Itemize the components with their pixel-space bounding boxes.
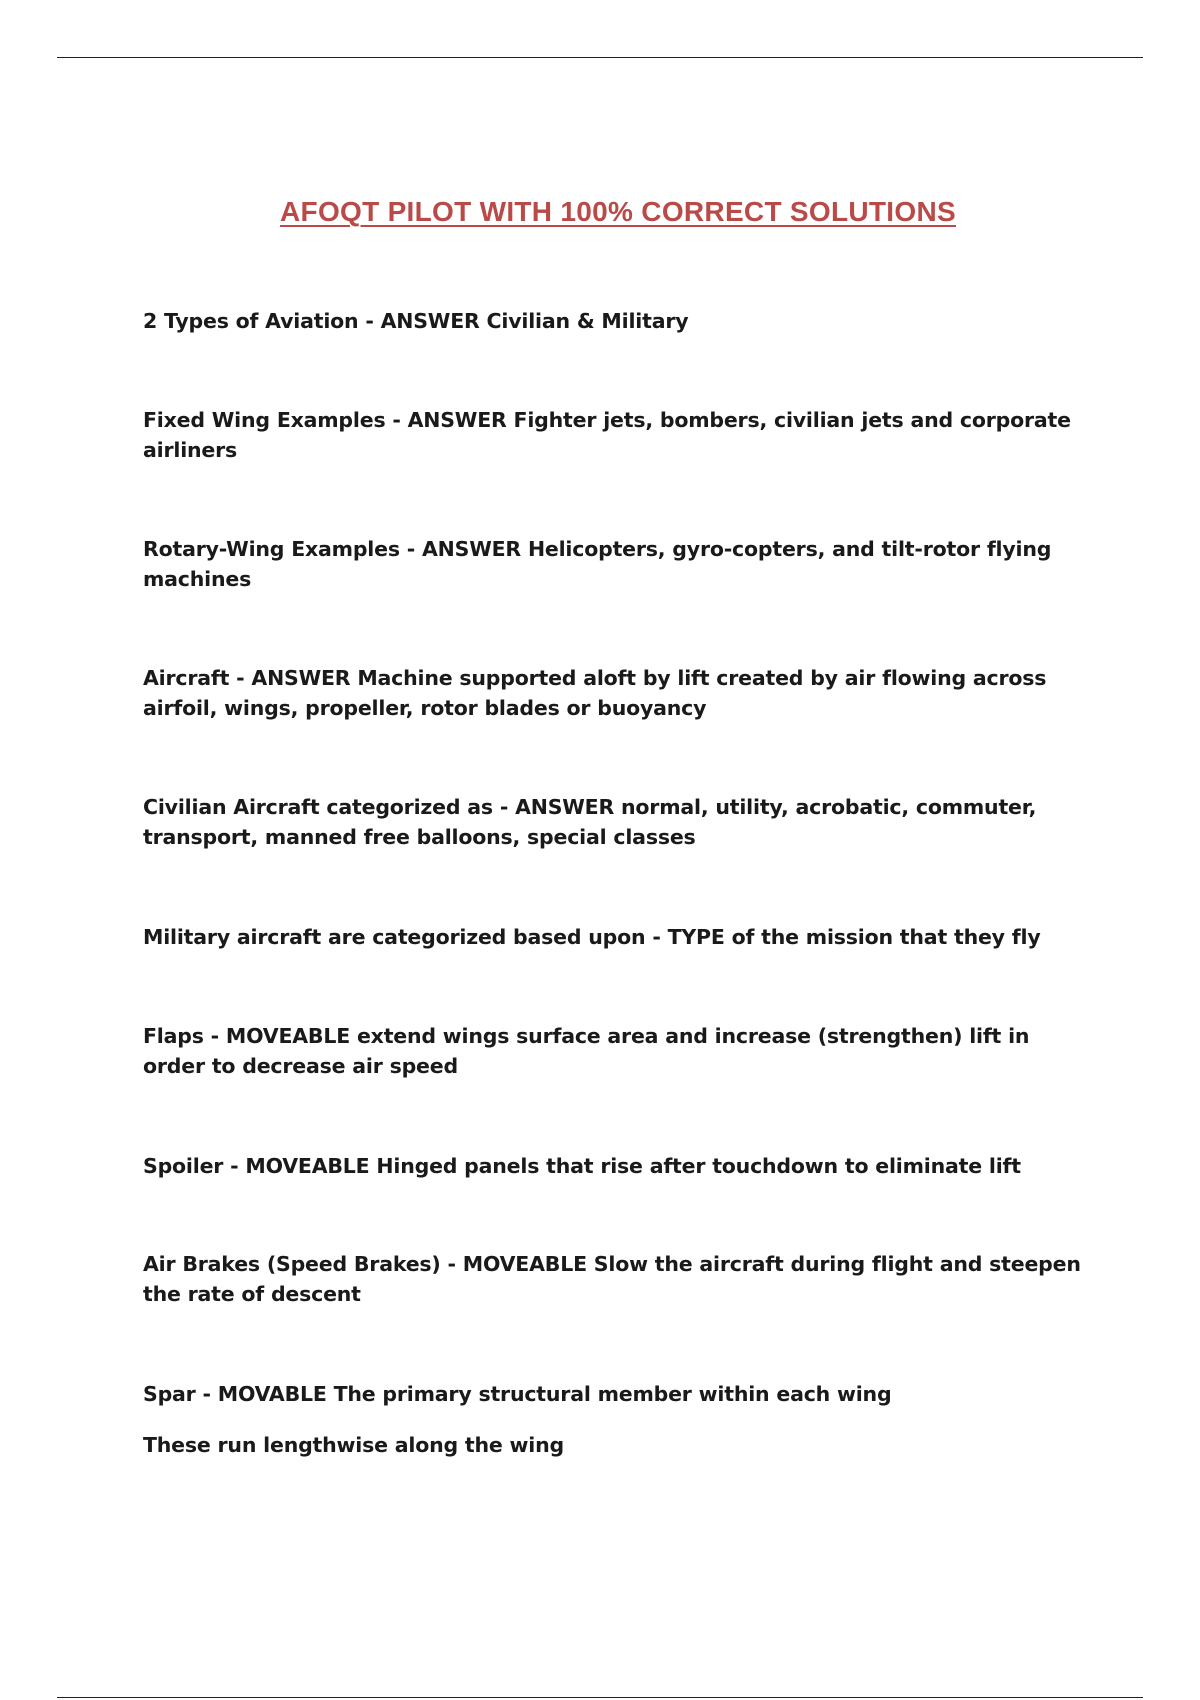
bottom-rule	[57, 1697, 1143, 1698]
qa-entry	[143, 534, 1093, 594]
qa-entry-text: Spoiler - MOVEABLE Hinged panels that rise after touchdown to eliminate lift	[143, 1154, 1021, 1178]
qa-entry	[143, 1021, 1093, 1081]
qa-entry-text: 2 Types of Aviation - ANSWER Civilian & Military	[143, 309, 689, 333]
qa-entry-text: Flaps - MOVEABLE extend wings surface area and increase (strengthen) lift in order to decrease air speed	[143, 1024, 1030, 1078]
qa-entry-text: Civilian Aircraft categorized as - ANSWER normal, utility, acrobatic, commuter, transport, manned free balloons, special classes	[143, 795, 1037, 849]
qa-entry-text: Air Brakes (Speed Brakes) - MOVEABLE Slow the aircraft during flight and steepen the rate of descent	[143, 1252, 1081, 1306]
qa-entry-note: These run lengthwise along the wing	[143, 1433, 564, 1457]
qa-entry	[143, 1379, 1093, 1460]
qa-entry	[143, 792, 1093, 852]
qa-entry	[143, 1151, 1093, 1181]
qa-entry	[143, 922, 1093, 952]
qa-entry-text: Aircraft - ANSWER Machine supported aloft by lift created by air flowing across airfoil, wings, propeller, rotor blades or buoyancy	[143, 666, 1047, 720]
document-title: AFOQT PILOT WITH 100% CORRECT SOLUTIONS	[280, 196, 956, 227]
qa-entry-text: Rotary-Wing Examples - ANSWER Helicopters, gyro-copters, and tilt-rotor flying machines	[143, 537, 1052, 591]
qa-entry	[143, 306, 1093, 336]
qa-entry-text: Spar - MOVABLE The primary structural member within each wing	[143, 1382, 892, 1406]
qa-entry	[143, 405, 1093, 465]
qa-entry	[143, 663, 1093, 723]
top-rule	[57, 57, 1143, 58]
qa-entry-text: Fixed Wing Examples - ANSWER Fighter jets, bombers, civilian jets and corporate airliners	[143, 408, 1071, 462]
qa-entry-text: Military aircraft are categorized based upon - TYPE of the mission that they fly	[143, 925, 1041, 949]
qa-entry	[143, 1249, 1093, 1309]
